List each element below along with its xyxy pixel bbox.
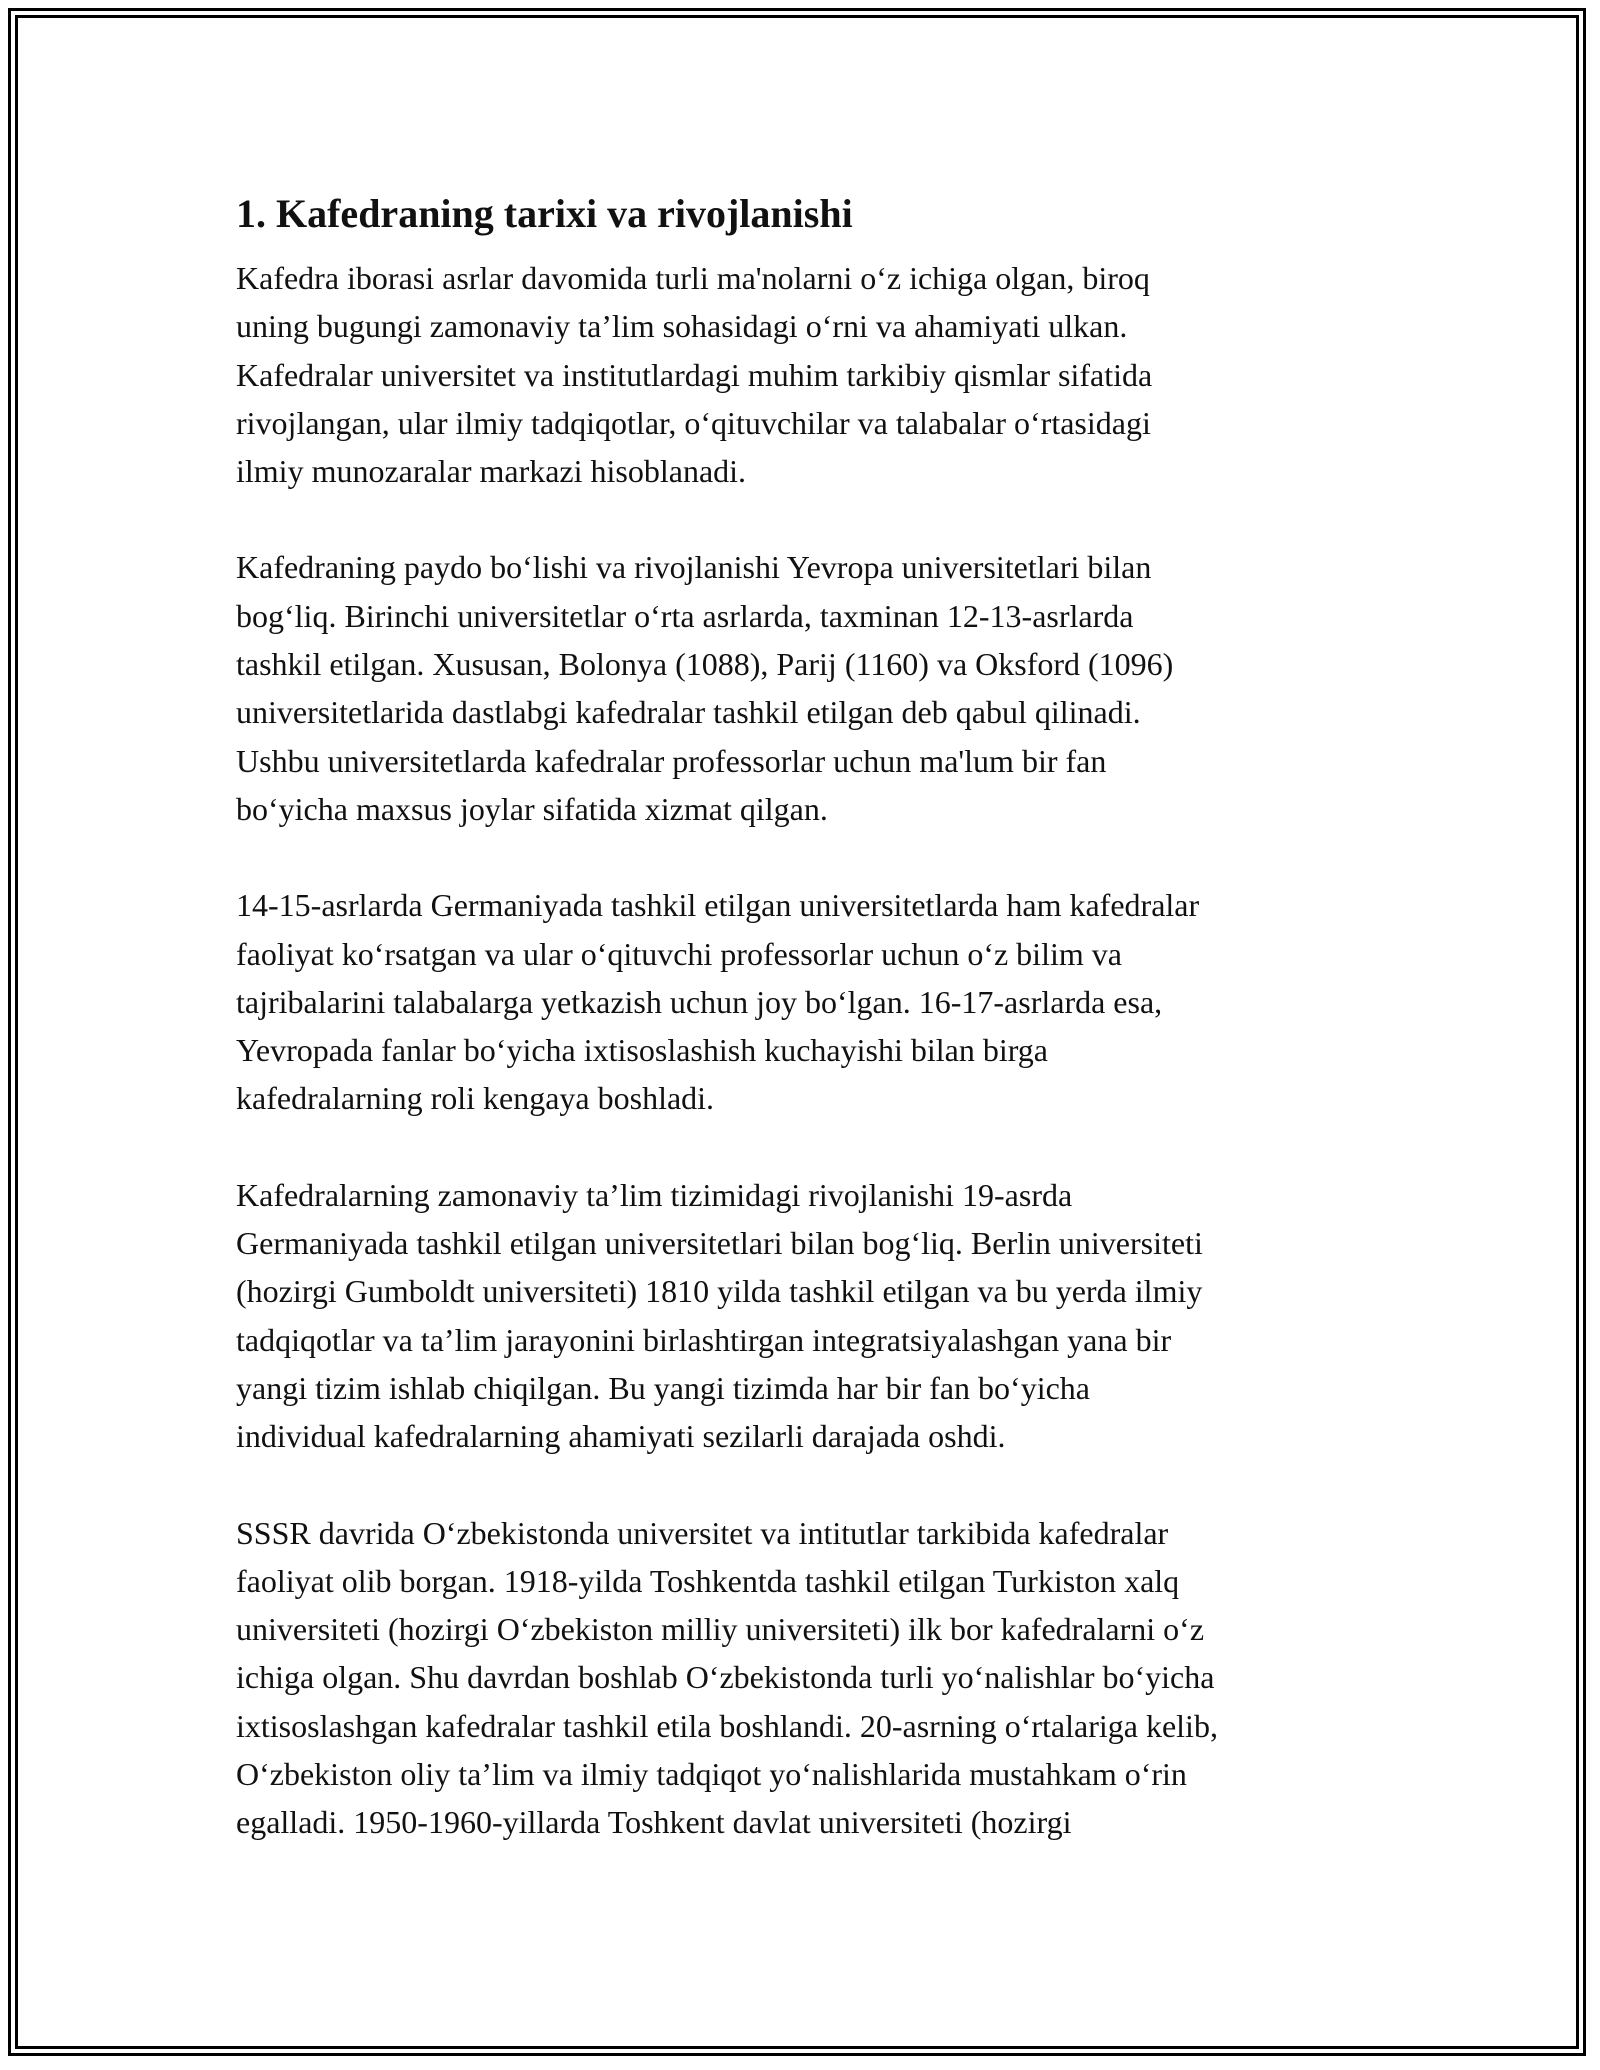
paragraph-line: SSSR davrida O‘zbekistonda universitet va intitutlar tarkibida kafedralar <box>236 1514 1169 1551</box>
paragraph-line: Germaniyada tashkil etilgan universitetlari bilan bog‘liq. Berlin universiteti <box>236 1225 1203 1262</box>
paragraph-line: 14-15-asrlarda Germaniyada tashkil etilgan universitetlarda ham kafedralar <box>236 887 1200 924</box>
paragraph-1 <box>236 254 1376 495</box>
section-heading: 1. Kafedraning tarixi va rivojlanishi <box>236 191 853 236</box>
paragraph-line: bog‘liq. Birinchi universitetlar o‘rta asrlarda, taxminan 12-13-asrlarda <box>236 597 1134 634</box>
paragraph-line: bo‘yicha maxsus joylar sifatida xizmat qilgan. <box>236 790 828 827</box>
paragraph-line: Kafedralarning zamonaviy ta’lim tizimidagi rivojlanishi 19-asrda <box>236 1176 1073 1213</box>
paragraph-5 <box>236 1509 1376 1847</box>
paragraph-line: O‘zbekiston oliy ta’lim va ilmiy tadqiqot yo‘nalishlarida mustahkam o‘rin <box>236 1756 1187 1793</box>
paragraph-line: Kafedralar universitet va institutlardagi muhim tarkibiy qismlar sifatida <box>236 356 1153 393</box>
paragraph-line: Kafedraning paydo bo‘lishi va rivojlanishi Yevropa universitetlari bilan <box>236 549 1152 586</box>
paragraph-line: tajribalarini talabalarga yetkazish uchun joy bo‘lgan. 16-17-asrlarda esa, <box>236 983 1163 1020</box>
document-body <box>236 184 1376 1895</box>
paragraph-line: yangi tizim ishlab chiqilgan. Bu yangi tizimda har bir fan bo‘yicha <box>236 1369 1090 1406</box>
paragraph-line: Ushbu universitetlarda kafedralar professorlar uchun ma'lum bir fan <box>236 742 1107 779</box>
paragraph-line: ichiga olgan. Shu davrdan boshlab O‘zbekistonda turli yo‘nalishlar bo‘yicha <box>236 1659 1215 1696</box>
paragraph-line: egalladi. 1950-1960-yillarda Toshkent davlat universiteti (hozirgi <box>236 1804 1072 1841</box>
paragraph-line: tashkil etilgan. Xususan, Bolonya (1088), Parij (1160) va Oksford (1096) <box>236 646 1174 683</box>
paragraph-line: ilmiy munozaralar markazi hisoblanadi. <box>236 453 747 490</box>
paragraph-line: Kafedra iborasi asrlar davomida turli ma'nolarni o‘z ichiga olgan, biroq <box>236 260 1150 296</box>
paragraph-line: uning bugungi zamonaviy ta’lim sohasidagi o‘rni va ahamiyati ulkan. <box>236 308 1128 345</box>
paragraph-line: faoliyat olib borgan. 1918-yilda Toshkentda tashkil etilgan Turkiston xalq <box>236 1562 1180 1599</box>
paragraph-line: Yevropada fanlar bo‘yicha ixtisoslashish kuchayishi bilan birga <box>236 1032 1048 1069</box>
paragraph-line: individual kafedralarning ahamiyati sezilarli darajada oshdi. <box>236 1418 1006 1455</box>
paragraph-line: rivojlangan, ular ilmiy tadqiqotlar, o‘qituvchilar va talabalar o‘rtasidagi <box>236 404 1151 441</box>
paragraph-line: tadqiqotlar va ta’lim jarayonini birlashtirgan integratsiyalashgan yana bir <box>236 1321 1172 1358</box>
paragraph-2 <box>236 543 1376 833</box>
paragraph-4 <box>236 1171 1376 1461</box>
paragraph-line: universitetlarida dastlabgi kafedralar tashkil etilgan deb qabul qilinadi. <box>236 694 1141 731</box>
paragraph-line: (hozirgi Gumboldt universiteti) 1810 yilda tashkil etilgan va bu yerda ilmiy <box>236 1273 1203 1310</box>
paragraph-line: faoliyat ko‘rsatgan va ular o‘qituvchi professorlar uchun o‘z bilim va <box>236 935 1122 972</box>
paragraph-line: universiteti (hozirgi O‘zbekiston milliy universiteti) ilk bor kafedralarni o‘z <box>236 1611 1205 1648</box>
paragraph-line: kafedralarning roli kengaya boshladi. <box>236 1080 715 1117</box>
paragraph-list <box>236 254 1376 1847</box>
paragraph-line: ixtisoslashgan kafedralar tashkil etila boshlandi. 20-asrning o‘rtalariga kelib, <box>236 1707 1218 1744</box>
paragraph-3 <box>236 881 1376 1122</box>
